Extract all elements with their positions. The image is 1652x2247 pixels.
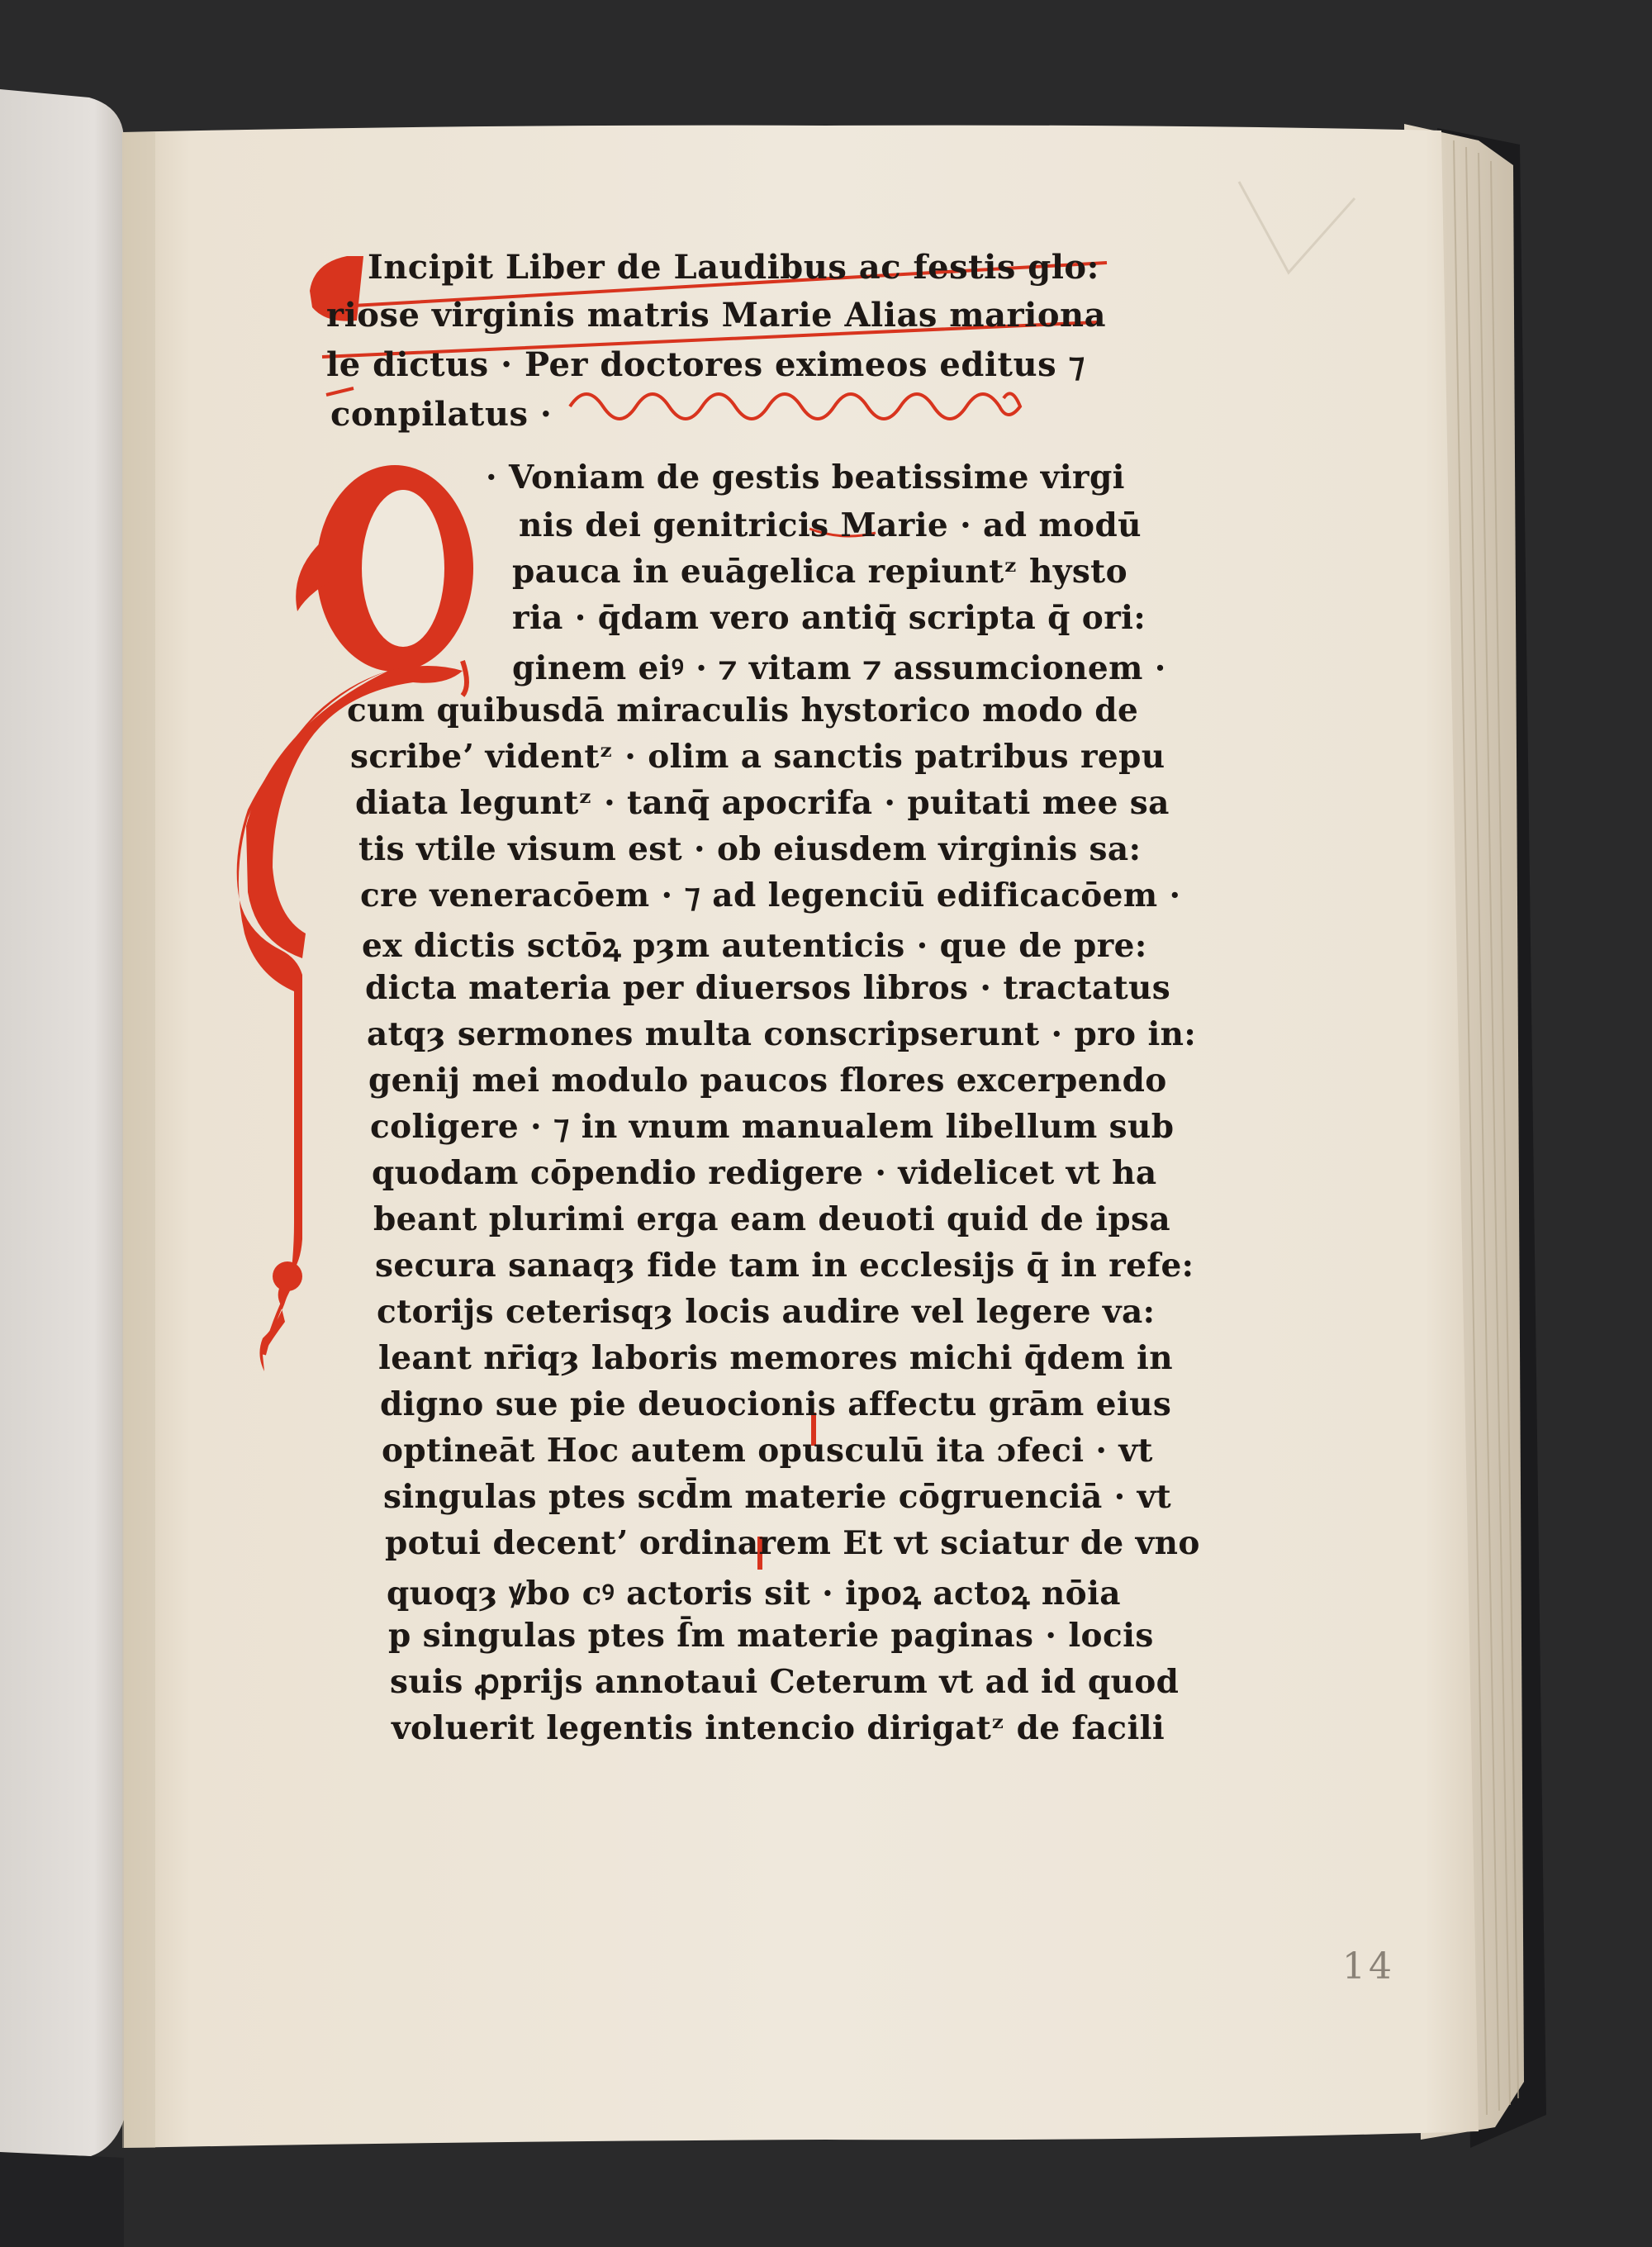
text-line: genij mei modulo paucos flores excerpendo (368, 1062, 1167, 1100)
text-line: secura sanaqȝ fide tam in ecclesijs q̄ in refe: (375, 1247, 1194, 1285)
text-line: cum quibusdā miraculis hystorico modo de (347, 691, 1139, 729)
text-line: nis dei genitricis Marie · ad modū (519, 506, 1142, 544)
text-line: cre veneracōem · ⁊ ad legenciū edificacōem · (360, 876, 1181, 914)
text-line: p singulas ptes ſ̄m materie paginas · locis (388, 1617, 1154, 1655)
heading-line: le dictus · Per doctores eximeos editus ⁊ (326, 345, 1085, 384)
text-line: · Voniam de gestis beatissime virgi (486, 458, 1125, 496)
text-line: suis ꝓprijs annotaui Ceterum vt ad id quod (390, 1663, 1180, 1701)
text-line: scribeʼ videntᶻ · olim a sanctis patribus repu (350, 738, 1165, 776)
text-line: leant nr̄iqȝ laboris memores michi q̄dem in (378, 1339, 1173, 1377)
text-line: ctorijs ceterisqȝ locis audire vel legere va: (377, 1293, 1156, 1331)
gutter-shadow (122, 132, 155, 2148)
text-line: tis vtile visum est · ob eiusdem virginis sa: (358, 830, 1142, 868)
text-line: pauca in euāgelica repiuntᶻ hysto (512, 553, 1128, 591)
text-line: dicta materia per diuersos libros · tractatus (365, 969, 1171, 1007)
text-line: diata leguntᶻ · tanq̄ apocrifa · puitati mee sa (355, 784, 1170, 822)
left-page (0, 89, 126, 2156)
text-line: quodam cōpendio redigere · videlicet vt ha (372, 1154, 1157, 1192)
text-line: coligere · ⁊ in vnum manualem libellum sub (370, 1108, 1175, 1146)
heading-line: riose virginis matris Marie Alias mariona (326, 296, 1106, 335)
text-line: beant plurimi erga eam deuoti quid de ipsa (373, 1200, 1171, 1238)
text-line: atqȝ sermones multa conscripserunt · pro in: (367, 1015, 1197, 1053)
text-line: singulas ptes scd̄m materie cōgruenciā · vt (383, 1478, 1172, 1516)
text-line: potui decentʼ ordinarem Et vt sciatur de vno (385, 1524, 1200, 1562)
heading-line: Incipit Liber de Laudibus ac festis glo: (368, 248, 1099, 287)
text-line: optineāt Hoc autem opusculū ita ɔfeci · vt (382, 1432, 1153, 1470)
text-line: quoqȝ ꝟbo cꝰ actoris sit · ipoꝝ actoꝝ nōia (387, 1575, 1121, 1613)
text-line: digno sue pie deuocionis affectu grām eius (380, 1385, 1172, 1423)
left-page-binding (0, 2152, 124, 2247)
text-line: ria · q̄dam vero antiq̄ scripta q̄ ori: (512, 599, 1146, 637)
heading-line: conpilatus · (330, 395, 553, 434)
folio-number: 14 (1342, 1945, 1395, 1988)
text-line: voluerit legentis intencio dirigatᶻ de facili (392, 1709, 1165, 1747)
text-line: ex dictis sctōꝝ pȝm autenticis · que de pre: (362, 927, 1147, 965)
text-line: ginem eiꝰ · ⁊ vitam ⁊ assumcionem · (512, 649, 1166, 687)
